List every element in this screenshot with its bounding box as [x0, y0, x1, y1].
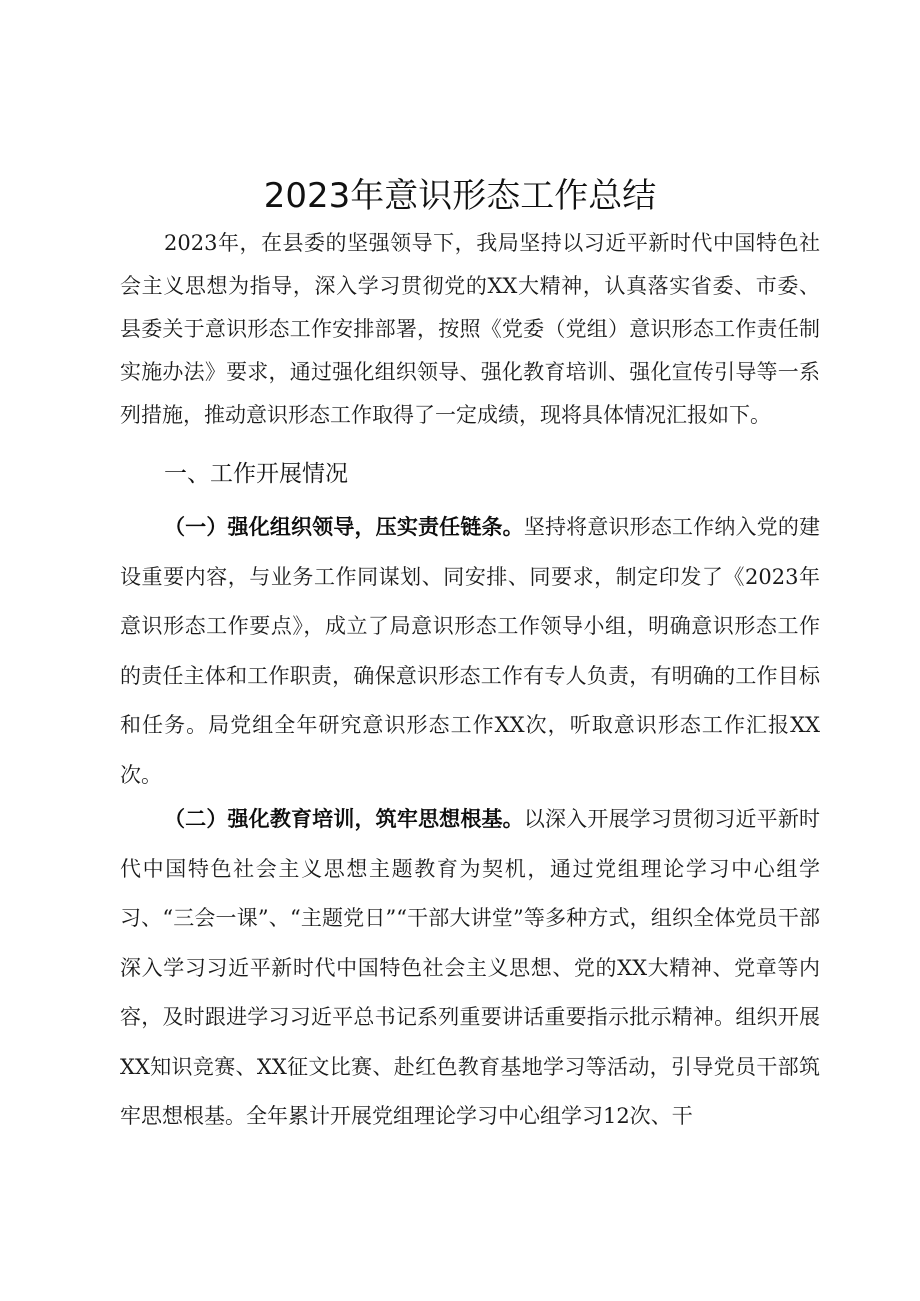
paragraph-text: 坚持将意识形态工作纳入党的建设重要内容，与业务工作同谋划、同安排、同要求，制定印发了《2023年意识形态工作要点》，成立了局意识形态工作领导小组，明确意识形态工作的责任主体和工作职责，确保意识形态工作有专人负责，有明确的工作目标和任务。局党组全年研究意识形态工作XX次，听取意识形态工作汇报XX次。: [120, 515, 821, 787]
paragraph-lead: （二）强化教育培训，筑牢思想根基。: [164, 806, 524, 831]
section-heading: 一、工作开展情况: [164, 461, 348, 487]
document-title: 2023年意识形态工作总结: [263, 176, 657, 216]
paragraph-text: 以深入开展学习贯彻习近平新时代中国特色社会主义思想主题教育为契机，通过党组理论学习中心组学习、“三会一课”、“主题党日”“干部大讲堂”等多种方式，组织全体党员干部深入学习习近平新时代中国特色社会主义思想、党的XX大精神、党章等内容，及时跟进学习习近平总书记系列重要讲话重要指示批示精神。组织开展XX知识竞赛、XX征文比赛、赴红色教育基地学习等活动，引导党员干部筑牢思想根基。全年累计开展党组理论学习中心组学习12次、干: [120, 807, 821, 1128]
section-paragraph-2: [120, 794, 820, 1142]
intro-paragraph: 2023年，在县委的坚强领导下，我局坚持以习近平新时代中国特色社会主义思想为指导，深入学习贯彻党的XX大精神，认真落实省委、市委、县委关于意识形态工作安排部署，按照《党委（党组）意识形态工作责任制实施办法》要求，通过强化组织领导、强化教育培训、强化宣传引导等一系列措施，推动意识形态工作取得了一定成绩，现将具体情况汇报如下。: [120, 231, 820, 427]
paragraph-lead: （一）强化组织领导，压实责任链条。: [164, 514, 524, 539]
section-paragraph-1: [120, 502, 820, 800]
